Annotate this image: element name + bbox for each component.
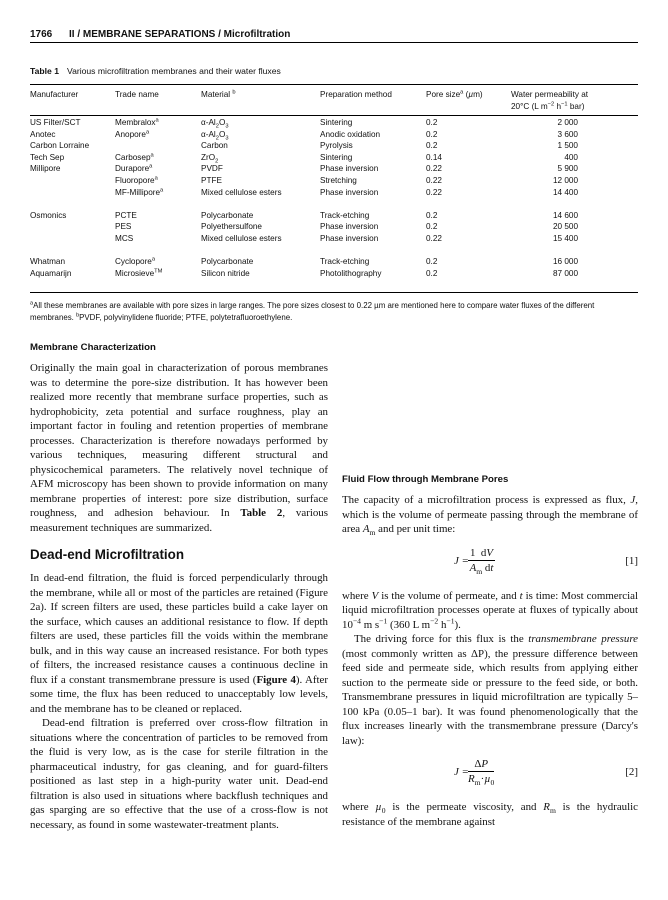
table-bottom-rule — [30, 292, 638, 293]
cell: Mixed cellulose esters — [201, 233, 282, 243]
cell: Mixed cellulose esters — [201, 187, 282, 197]
cell: Stretching — [320, 175, 357, 185]
cell: 0.2 — [426, 118, 438, 127]
cell: 15 400 — [552, 233, 578, 243]
table-title — [30, 66, 281, 76]
table-label: Table 1 — [30, 66, 59, 76]
cell: PES — [115, 222, 132, 232]
cell: 0.2 — [426, 257, 438, 267]
paragraph: The capacity of a microfiltration process is expressed as flux, J, which is the volume of permeate passing through the membrane of area $A_m$ and per unit time: — [342, 494, 638, 538]
cell: Durapore$^a$ — [115, 163, 153, 174]
cell: Carbosep$^a$ — [115, 152, 154, 162]
section-heading: Dead-end Microfiltration — [30, 547, 184, 562]
table-row — [30, 221, 638, 233]
cell: 0.22 — [426, 233, 442, 243]
cell: 400 — [564, 152, 578, 162]
cell: Polyethersulfone — [201, 222, 262, 232]
cell: Polycarbonate — [201, 257, 254, 267]
cell: Tech Sep — [30, 152, 65, 162]
footnote-a: All these membranes are available with pore sizes in large ranges. The pore sizes closest to 0.22 µm are mentioned here to compare water fluxes of the different membranes. — [30, 301, 595, 323]
cell: 16 000 — [552, 257, 578, 267]
table-row — [30, 187, 638, 210]
cell: Sintering — [320, 118, 353, 127]
section-title: II / MEMBRANE SEPARATIONS / Microfiltration — [69, 29, 291, 40]
table-footnote: $^a$All these membranes are available with pore sizes in large ranges. The pore sizes closest to 0.22 µm are mentioned here to compare water fluxes of the different membranes. $^b$PVDF, polyvinylidene fluoride; PTFE, polytetrafluoroethylene. — [30, 300, 595, 323]
table-row — [30, 140, 638, 152]
cell: Cyclopore$^a$ — [115, 256, 156, 267]
table-row — [30, 117, 638, 129]
cell: Carbon Lorraine — [30, 141, 90, 151]
paragraph: The driving force for this flux is the transmembrane pressure (most commonly written as ΔP), the pressure difference between feed side and permeate side, which results from applying either suction to the permeate side or pressure to the feed side, or both. Transmembrane pressures in liquid microfiltration are typically 5–100 kPa (0.05–1 bar). It was found phenomenologically that the flux increases linearly with the transmembrane pressure (Darcy's law): — [342, 633, 638, 747]
paragraph: Originally the main goal in characterization of porous membranes was to determine the pore-size distribution. It has however been realized more recently that membrane surface properties, such as hydrophobicity, zeta potential and surface roughness, play an important factor in fouling and retention properties of membrane processes. Characterization is therefore nowadays performed by various techniques, measuring different structural and physicochemical parameters. The relatively novel technique of AFM microscopy has been shown to provide information on many membrane properties of interest: pore size distribution, surface roughness, and adhesion behaviour. In Table 2, various measurement techniques are summarized. — [30, 362, 328, 534]
cell: Anodic oxidation — [320, 129, 381, 139]
equation-1: J = $\frac{1 dV}{A_m dt}$ [1] — [454, 546, 638, 576]
cell: ZrO$_2$ — [201, 152, 219, 165]
cell: Membralox$^a$ — [115, 117, 159, 127]
table-row — [30, 268, 638, 280]
col-header: Water permeability at 20°C (L $m^{-2}$ $h^{-1}$ bar) — [511, 90, 589, 111]
cell: Phase inversion — [320, 187, 379, 197]
table-top-rule — [30, 84, 638, 85]
table-row — [30, 233, 638, 256]
cell: Fluoropore$^a$ — [115, 175, 158, 185]
col-header: Trade name — [115, 90, 159, 99]
cell: Aquamarijn — [30, 268, 72, 278]
left-column — [30, 342, 328, 832]
header-rule — [30, 42, 638, 43]
cell: Track-etching — [320, 257, 370, 267]
paragraph: where V is the volume of permeate, and t is time: Most commercial liquid microfiltration processes operate at fluxes of typically about $10^{-4}$ m $s^{-1}$ (360 L $m^{-2}$ $h^{-1}$). — [342, 589, 638, 631]
cell: 0.2 — [426, 222, 438, 232]
section-heading: Fluid Flow through Membrane Pores — [342, 474, 509, 485]
cell: Microsieve™ — [115, 267, 163, 278]
cell: $\alpha-Al_2O_3$ — [201, 118, 229, 130]
col-header: Material $^b$ — [201, 89, 236, 99]
table-caption: Various microfiltration membranes and their water fluxes — [66, 66, 281, 76]
section-heading: Membrane Characterization — [30, 342, 156, 353]
cell: 2 000 — [557, 118, 578, 127]
equation-number: [1] — [625, 554, 638, 567]
cell: 0.14 — [426, 152, 442, 162]
col-header: Pore size$^a$ (µm) — [426, 89, 483, 99]
equation-number: [2] — [625, 766, 638, 778]
cell: Phase inversion — [320, 164, 379, 174]
cell: Anotec — [30, 129, 56, 139]
paragraph: Dead-end filtration is preferred over cross-flow filtration in situations where the concentration of particles to be removed from the fluid is very low, as is the case for sterile filtration in the pharmaceutical industry, for gas cleaning, and for guard-filters positioned as last step in a high-purity water unit. Dead-end filtration is also used in situations where backflush techniques and gas sparging are so effective that the use of a cross-flow is not necessary, as found in some wastewater-treatment plants. — [30, 717, 328, 831]
cell: Phase inversion — [320, 233, 379, 243]
table-ref-link[interactable]: Table 2 — [240, 507, 283, 519]
cell: 12 000 — [552, 175, 578, 185]
cell: 0.2 — [426, 210, 438, 220]
page-number: 1766 — [30, 29, 53, 40]
cell: Sintering — [320, 152, 353, 162]
cell: MF-Millipore$^a$ — [115, 186, 164, 197]
data-table — [30, 89, 638, 279]
cell: 20 500 — [552, 222, 578, 232]
col-header: Preparation method — [320, 90, 392, 99]
cell: Carbon — [201, 141, 228, 151]
cell: MCS — [115, 233, 134, 243]
footnote-b: PVDF, polyvinylidene fluoride; PTFE, polytetrafluoroethylene. — [79, 313, 293, 323]
cell: PCTE — [115, 210, 137, 220]
table-row — [30, 129, 638, 141]
cell: Anopore$^a$ — [115, 128, 150, 139]
table-row — [30, 175, 638, 187]
paragraph: where µ$_0$ is the permeate viscosity, and $R_m$ is the hydraulic resistance of the membrane against — [342, 801, 638, 828]
table-row — [30, 256, 638, 268]
cell: 87 000 — [552, 268, 578, 278]
cell: 5 900 — [557, 164, 578, 174]
running-header — [30, 29, 638, 40]
cell: 0.2 — [426, 141, 438, 151]
equation-2: J = ΔP $R_m\cdot\mu_0$ [2] — [454, 758, 638, 788]
figure-ref-link[interactable]: Figure 4 — [256, 673, 296, 686]
paragraph: In dead-end filtration, the fluid is forced perpendicularly through the membrane, while all or most of the particles are retained (Figure 2a). If screen filters are used, these particles build a cake layer on the surface, which causes an additional resistance to flow. If depth filters are used, these particles fill the voids within the membrane bulk, and in this way cause an increased resistance. For both types of filters, the increased resistance causes a continuous decline in flux if a constant transmembrane pressure is used (Figure 4). After some time, the flux has been reduced to unacceptably low levels, and the membrane has to be cleaned or replaced. — [30, 572, 328, 715]
cell: PTFE — [201, 175, 222, 185]
cell: 1 500 — [557, 141, 578, 151]
cell: $\alpha-Al_2O_3$ — [201, 129, 229, 142]
cell: 0.22 — [426, 164, 442, 174]
cell: 0.22 — [426, 187, 442, 197]
table-row — [30, 152, 638, 164]
table-row — [30, 163, 638, 175]
cell: 3 600 — [557, 129, 578, 139]
cell: 0.2 — [426, 129, 438, 139]
cell: 0.22 — [426, 175, 442, 185]
cell: PVDF — [201, 164, 223, 174]
table-row — [30, 210, 638, 222]
cell: 14 400 — [552, 187, 578, 197]
cell: Phase inversion — [320, 222, 379, 232]
cell: Pyrolysis — [320, 141, 353, 151]
cell: Silicon nitride — [201, 268, 250, 278]
cell: 14 600 — [552, 210, 578, 220]
cell: Photolithography — [320, 268, 382, 278]
col-header: Manufacturer — [30, 90, 79, 99]
right-column — [342, 342, 638, 829]
cell: US Filter/SCT — [30, 118, 81, 127]
cell: Track-etching — [320, 210, 370, 220]
table-header-row — [30, 89, 638, 113]
cell: Whatman — [30, 257, 66, 267]
cell: Millipore — [30, 164, 61, 174]
cell: 0.2 — [426, 268, 438, 278]
cell: Polycarbonate — [201, 210, 254, 220]
cell: Osmonics — [30, 210, 67, 220]
